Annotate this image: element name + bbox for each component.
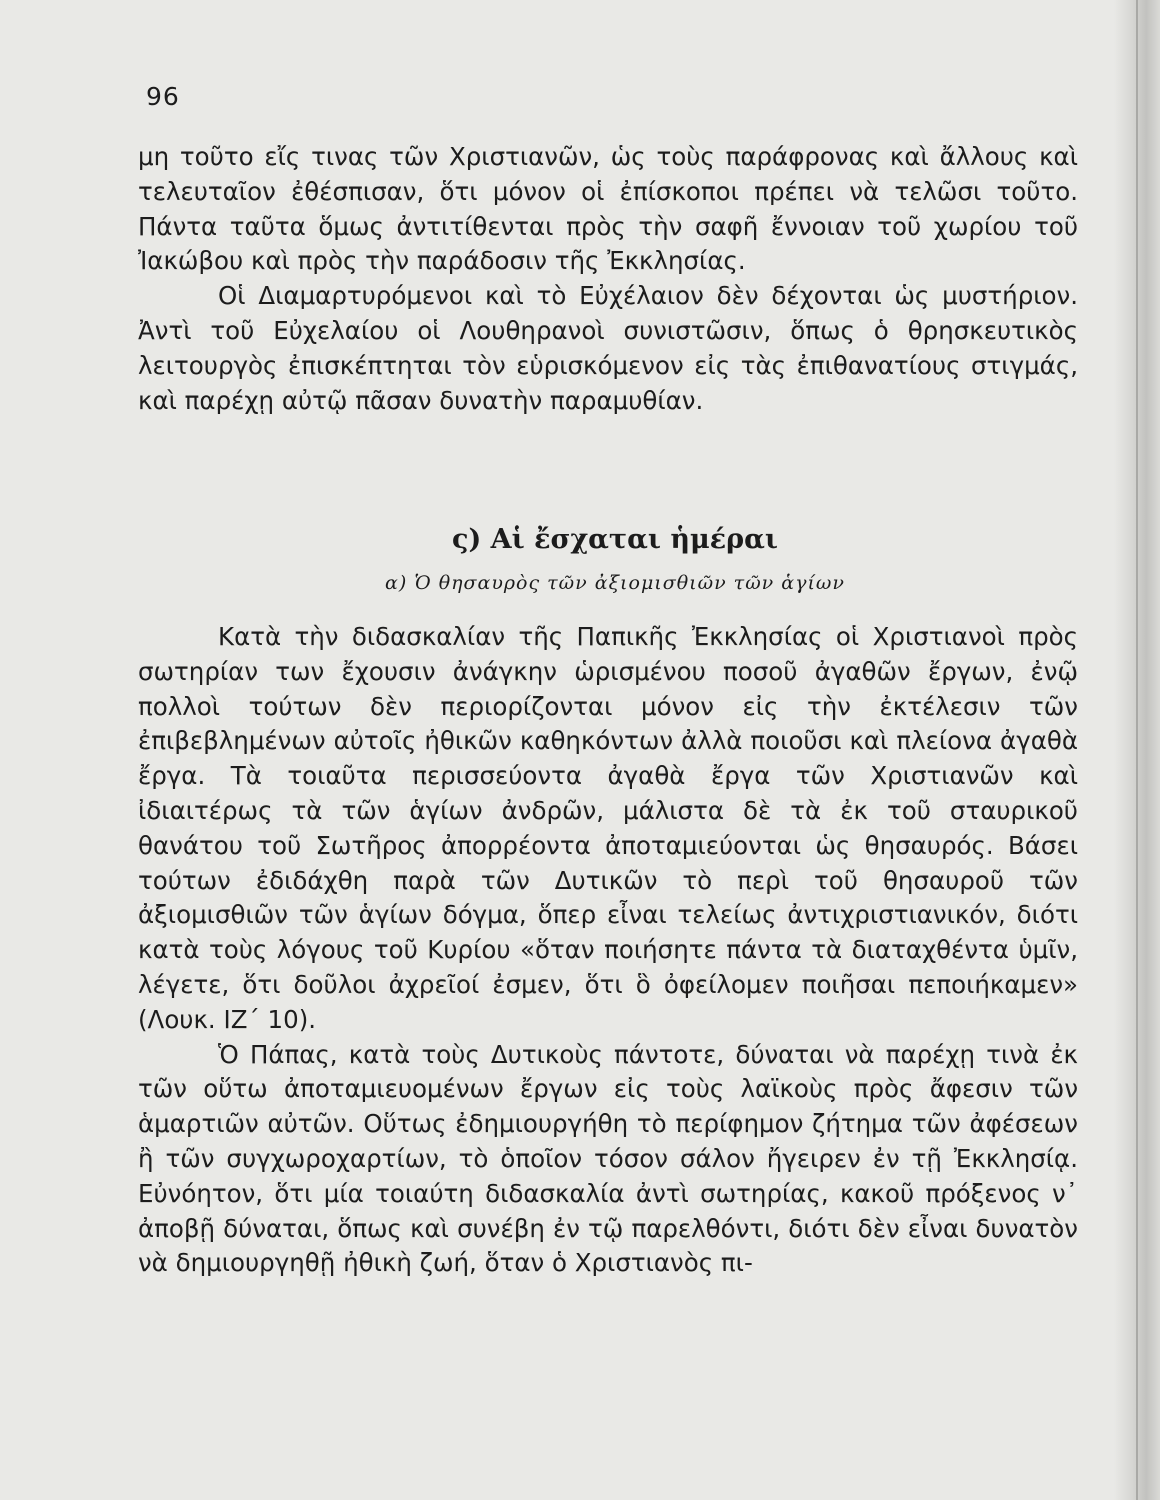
page-number: 96 [146,82,180,111]
page-edge-line [1136,0,1138,1500]
paragraph-pope-indulgences: Ὁ Πάπας, κατὰ τοὺς Δυτικοὺς πάντοτε, δύναται νὰ παρέχῃ τινὰ ἐκ τῶν οὕτω ἀποταμιευομένων ἔργων εἰς τοὺς λαϊκοὺς πρὸς ἄφεσιν τῶν ἁμαρτιῶν αὐτῶν. Οὕτως ἐδημιουργήθη τὸ περίφημον ζήτημα τῶν ἀφέσεων ἢ τῶν συγχωροχαρτίων, τὸ ὁποῖον τόσον σάλον ἤγειρεν ἐν τῇ Ἐκκλησίᾳ. Εὐνόητον, ὅτι μία τοιαύτη διδασκαλία ἀντὶ σωτηρίας, κακοῦ πρόξενος ν᾿ ἀποβῇ δύναται, ὅπως καὶ συνέβη ἐν τῷ παρελθόντι, διότι δὲν εἶναι δυνατὸν νὰ δημιουργηθῇ ἠθικὴ ζωή, ὅταν ὁ Χριστιανὸς πι- [138,1039,1078,1278]
section-heading: ς) Αἱ ἔσχαται ἡμέραι [452,524,778,555]
bottom-text-block [138,620,1078,1281]
paragraph-treasury-of-merits: Κατὰ τὴν διδασκαλίαν τῆς Παπικῆς Ἐκκλησίας οἱ Χριστιανοὶ πρὸς σωτηρίαν των ἔχουσιν ἀνάγκην ὡρισμένου ποσοῦ ἀγαθῶν ἔργων, ἐνῷ πολλοὶ τούτων δὲν περιορίζονται μόνον εἰς τὴν ἐκτέλεσιν τῶν ἐπιβεβλημένων αὐτοῖς ἠθικῶν καθηκόντων ἀλλὰ ποιοῦσι καὶ πλείονα ἀγαθὰ ἔργα. Τὰ τοιαῦτα περισσεύοντα ἀγαθὰ ἔργα τῶν Χριστιανῶν καὶ ἰδιαιτέρως τὰ τῶν ἁγίων ἀνδρῶν, μάλιστα δὲ τὰ ἐκ τοῦ σταυρικοῦ θανάτου τοῦ Σωτῆρος ἀπορρέοντα ἀποταμιεύονται ὡς θησαυρός. Βάσει τούτων ἐδιδάχθη παρὰ τῶν Δυτικῶν τὸ περὶ τοῦ θησαυροῦ τῶν ἀξιομισθιῶν τῶν ἁγίων δόγμα, ὅπερ εἶναι τελείως ἀντιχριστιανικόν, διότι κατὰ τοὺς λόγους τοῦ Κυρίου «ὅταν ποιήσητε πάντα τὰ διαταχθέντα ὑμῖν, λέγετε, ὅτι δοῦλοι ἀχρεῖοί ἐσμεν, ὅτι ὃ ὀφείλομεν ποιῆσαι πεποιήκαμεν» (Λουκ. ΙΖ΄ 10). [138,622,1078,1034]
paragraph-continuation: μη τοῦτο εἴς τινας τῶν Χριστιανῶν, ὡς τοὺς παράφρονας καὶ ἄλλους καὶ τελευταῖον ἐθέσπισαν, ὅτι μόνον οἱ ἐπίσκοποι πρέπει νὰ τελῶσι τοῦτο. Πάντα ταῦτα ὅμως ἀντιτίθενται πρὸς τὴν σαφῆ ἔννοιαν τοῦ χωρίου τοῦ Ἰακώβου καὶ πρὸς τὴν παράδοσιν τῆς Ἐκκλησίας. [138,142,1078,276]
section-subheading: α) Ὁ θησαυρὸς τῶν ἀξιομισθιῶν τῶν ἁγίων [385,572,845,594]
paragraph-protestants-unction: Οἱ Διαμαρτυρόμενοι καὶ τὸ Εὐχέλαιον δὲν δέχονται ὡς μυστήριον. Ἀντὶ τοῦ Εὐχελαίου οἱ Λουθηρανοὶ συνιστῶσιν, ὅπως ὁ θρησκευτικὸς λειτουργὸς ἐπισκέπτηται τὸν εὑρισκόμενον εἰς τὰς ἐπιθανατίους στιγμάς, καὶ παρέχῃ αὐτῷ πᾶσαν δυνατὴν παραμυθίαν. [138,281,1078,415]
top-text-block [138,140,1078,418]
